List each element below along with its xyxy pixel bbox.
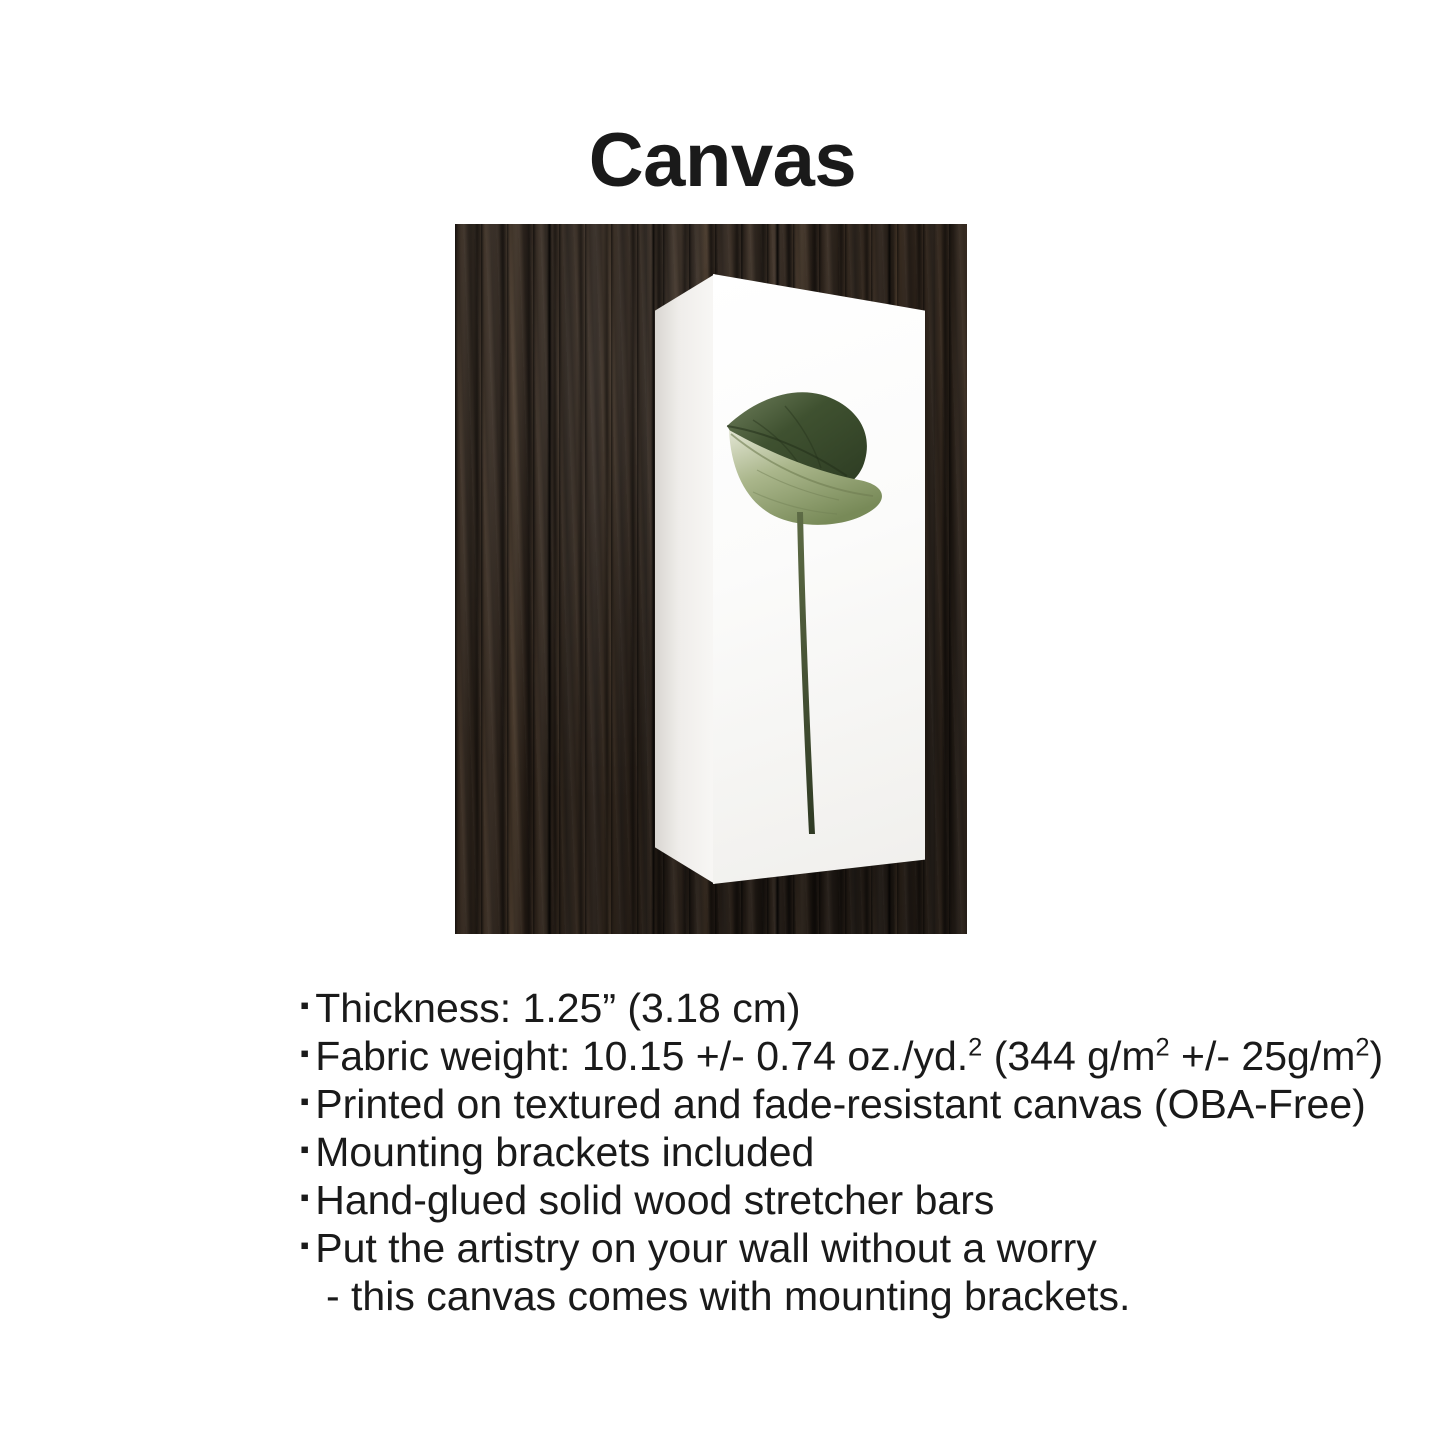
spec-text: Put the artistry on your wall without a worry [315,1224,1097,1271]
spec-text: Printed on textured and fade-resistant canvas (OBA-Free) [315,1080,1366,1127]
plank-seam [547,224,552,934]
spec-item-fabric-weight [300,1032,1384,1081]
spec-text-part: +/- 25g/m [1169,1032,1356,1079]
bullet-icon: ▪ [300,1229,310,1260]
bullet-icon: ▪ [300,1133,310,1164]
bullet-icon: ▪ [300,1181,310,1212]
leaf-artwork [713,274,925,884]
spec-item-stretcher-bars [300,1177,1300,1225]
leaf-icon [713,274,925,884]
spec-item-thickness [300,985,1300,1033]
spec-item-mounting-brackets [300,1129,1300,1177]
spec-list [300,985,1384,1321]
spec-text: Thickness: 1.25” (3.18 cm) [315,985,801,1031]
canvas-front-face [713,274,925,884]
spec-text-part: (344 g/m [982,1032,1156,1079]
spec-superscript: 2 [1155,1033,1170,1062]
spec-superscript: 2 [1355,1033,1370,1062]
spec-item-artistry [300,1225,1300,1273]
bullet-icon: ▪ [300,990,310,1020]
spec-text [315,1033,1383,1081]
spec-text-part: Fabric weight: 10.15 +/- 0.74 oz./yd. [315,1032,969,1079]
canvas-edge [655,274,715,884]
spec-text: Hand-glued solid wood stretcher bars [315,1176,995,1223]
product-image [455,224,967,934]
bullet-icon: ▪ [300,1037,310,1068]
canvas-print [655,274,925,884]
spec-text: Mounting brackets included [315,1128,815,1175]
spec-continuation-text: - this canvas comes with mounting brackets. [326,1272,1131,1319]
page-title: Canvas [588,117,857,203]
bullet-icon: ▪ [300,1085,310,1116]
spec-text-part: ) [1369,1032,1384,1079]
spec-item-printed-canvas [300,1080,1366,1129]
spec-superscript: 2 [968,1033,983,1062]
